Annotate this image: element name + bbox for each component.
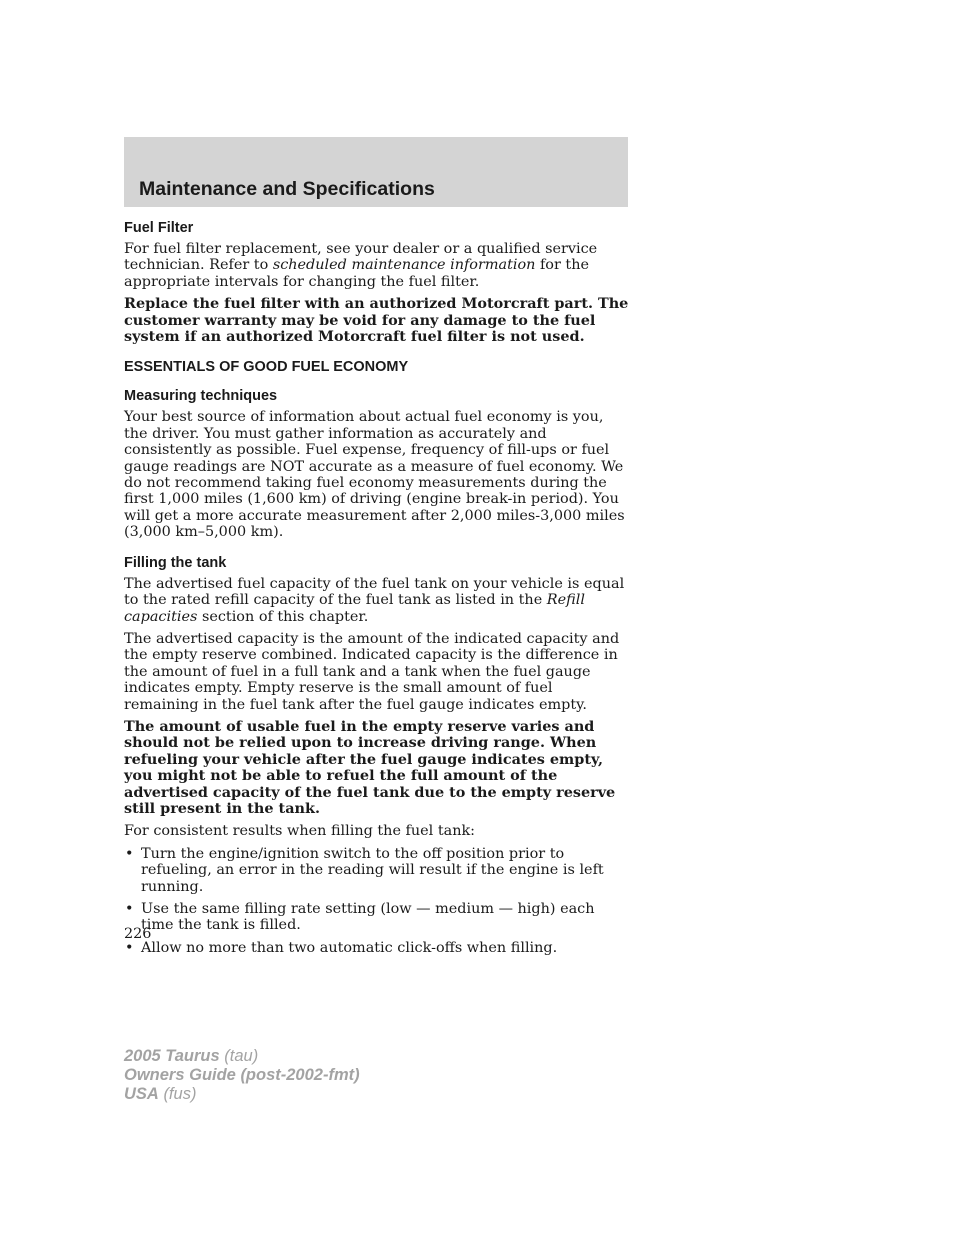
footer-market-code: (fus) — [163, 1085, 197, 1103]
fuel-filter-paragraph — [124, 241, 630, 290]
measuring-paragraph: Your best source of information about actual fuel economy is you, the driver. You must gather information as accurately and consistently as possible. Fuel expense, frequency of fill-ups or fuel gauge readings are NOT accurate as a measure of fuel economy. We do not recommend taking fuel economy measurements during the first 1,000 miles (1,600 km) of driving (engine break-in period). You will get a more accurate measurement after 2,000 miles-3,000 miles (3,000 km–5,000 km). — [124, 409, 625, 541]
essentials-heading: ESSENTIALS OF GOOD FUEL ECONOMY — [124, 359, 409, 376]
fuel-filter-heading: Fuel Filter — [124, 220, 194, 236]
filling-paragraph-2: The advertised capacity is the amount of the indicated capacity and the empty reserve combined. Indicated capacity is the difference in the amount of fuel in a full tank and a tank when the fuel gauge indicates empty. Empty reserve is the small amount of fuel remaining in the fuel tank after the fuel gauge indicates empty. — [124, 630, 620, 713]
list-item — [124, 901, 630, 934]
bullet-icon: • — [125, 901, 134, 917]
fuel-filter-warning: Replace the fuel filter with an authorized Motorcraft part. The customer warranty may be void for any damage to the fuel system if an authorized Motorcraft fuel filter is not used. — [124, 295, 629, 346]
footer-model-code: (tau) — [224, 1047, 259, 1065]
fuel-filter-text-b: for the appropriate intervals for changing the fuel filter. — [124, 257, 589, 290]
footer-line-1 — [124, 1047, 360, 1066]
fuel-filter-text-a: For fuel filter replacement, see your dealer or a qualified service technician. Refer to — [124, 241, 598, 274]
scheduled-maintenance-reference: scheduled maintenance information — [272, 257, 536, 274]
page-content — [124, 220, 630, 962]
list-item-text: Allow no more than two automatic click-offs when filling. — [141, 939, 558, 956]
bullet-icon: • — [125, 939, 134, 956]
footer-model: 2005 Taurus — [124, 1047, 220, 1065]
measuring-heading: Measuring techniques — [124, 388, 278, 405]
filling-text-b: section of this chapter. — [197, 608, 369, 625]
refill-capacities-reference: Refill capacities — [124, 592, 585, 625]
filling-warning: The amount of usable fuel in the empty reserve varies and should not be relied upon to increase driving range. When refueling your vehicle after the fuel gauge indicates empty, you might not be able to refuel the full amount of the advertised capacity of the fuel tank due to the empty reserve still present in the tank. — [124, 717, 616, 817]
list-item-text: Turn the engine/ignition switch to the off position prior to refueling, an error in the reading will result if the engine is left running. — [141, 845, 604, 895]
filling-intro: For consistent results when filling the fuel tank: — [124, 823, 476, 840]
document-footer — [124, 1047, 360, 1104]
section-title: Maintenance and Specifications — [139, 178, 435, 200]
footer-line-3 — [124, 1085, 360, 1104]
filling-tips-list — [124, 846, 630, 956]
section-header-band — [124, 137, 628, 207]
footer-guide: Owners Guide (post-2002-fmt) — [124, 1066, 360, 1084]
bullet-icon: • — [125, 845, 134, 862]
filling-text-a: The advertised fuel capacity of the fuel tank on your vehicle is equal to the rated refill capacity of the fuel tank as listed in the — [124, 575, 625, 609]
footer-market: USA — [124, 1085, 159, 1103]
page-number: 226 — [124, 926, 152, 942]
filling-heading: Filling the tank — [124, 554, 227, 571]
list-item — [124, 940, 630, 956]
list-item — [124, 846, 630, 895]
footer-line-2 — [124, 1066, 360, 1085]
filling-paragraph-1 — [124, 576, 630, 625]
list-item-text: Use the same filling rate setting (low — medium — high) each time the tank is filled. — [141, 901, 595, 934]
